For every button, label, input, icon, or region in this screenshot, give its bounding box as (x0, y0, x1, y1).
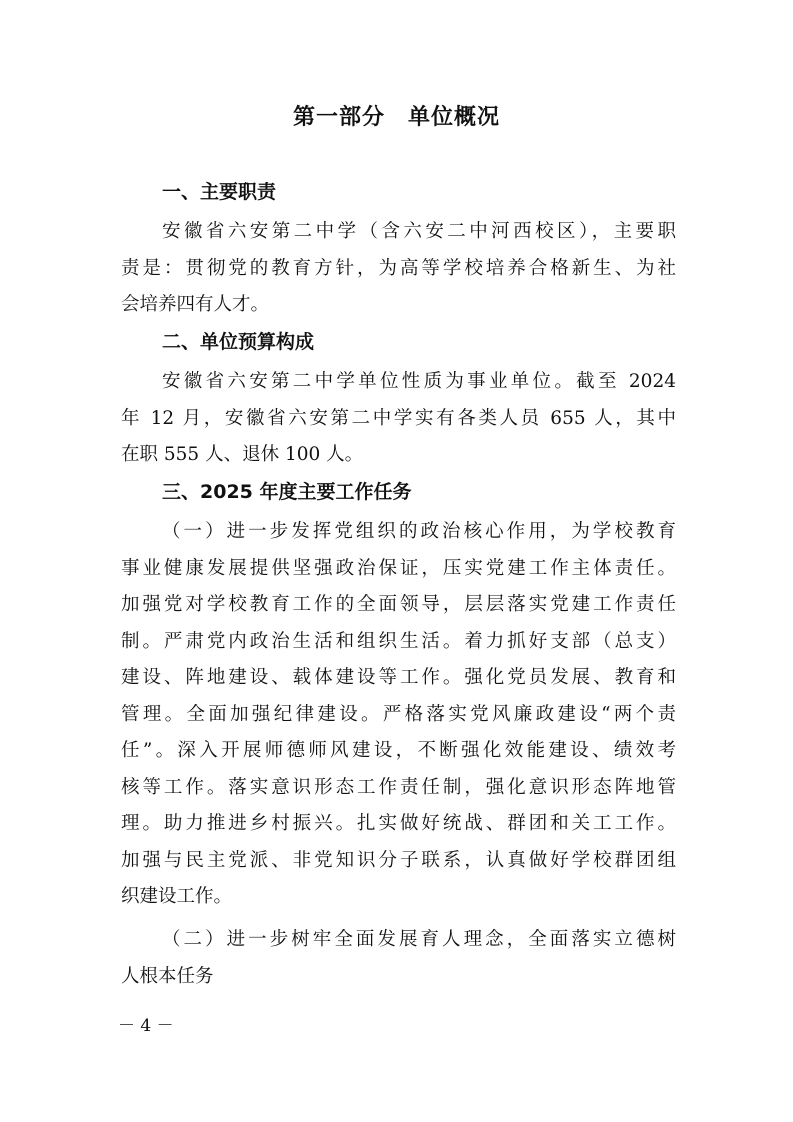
paragraph-budget-structure (121, 364, 676, 474)
text-line: 安徽省六安第二中学单位性质为事业单位。截至 2024 (162, 371, 676, 392)
paragraph-duties (121, 214, 676, 324)
text-line: 任”。深入开展师德师风建设，不断强化效能建设、绩效考 (121, 740, 676, 761)
text-line: （二）进一步树牢全面发展育人理念，全面落实立德树 (162, 929, 676, 950)
text-line: 核等工作。落实意识形态工作责任制，强化意识形态阵地管 (121, 776, 676, 798)
text-line: 安徽省六安第二中学（含六安二中河西校区），主要职 (162, 221, 676, 242)
text-line: 管理。全面加强纪律建设。严格落实党风廉政建设“两个责 (121, 703, 676, 725)
text-line: 加强党对学校教育工作的全面领导，层层落实党建工作责任 (121, 594, 676, 615)
text-line: 制。严肃党内政治生活和组织生活。着力抓好支部（总支） (121, 630, 676, 652)
page-title: 第一部分 单位概况 (292, 105, 500, 130)
paragraph-task-one (121, 514, 676, 916)
page-number: － 4 － (118, 1016, 174, 1036)
text-line: 会培养四有人才。 (121, 294, 270, 315)
text-line: 理。助力推进乡村振兴。扎实做好统战、群团和关工工作。 (121, 813, 676, 834)
text-line: 人根本任务 (121, 965, 214, 987)
text-line: 责是：贯彻党的教育方针，为高等学校培养合格新生、为社 (121, 257, 676, 279)
text-line: 建设、阵地建设、载体建设等工作。强化党员发展、教育和 (121, 667, 676, 688)
text-line: 年 12 月，安徽省六安第二中学实有各类人员 655 人，其中 (121, 407, 676, 429)
paragraph-task-two (121, 922, 676, 995)
text-line: 加强与民主党派、非党知识分子联系，认真做好学校群团组 (121, 849, 676, 871)
section-heading-duties: 一、主要职责 (162, 181, 277, 203)
section-heading-budget-structure: 二、单位预算构成 (162, 331, 315, 353)
text-line: 事业健康发展提供坚强政治保证，压实党建工作主体责任。 (121, 557, 676, 579)
section-heading-work-tasks: 三、2025 年度主要工作任务 (162, 481, 412, 503)
text-line: 织建设工作。 (121, 886, 233, 907)
text-line: （一）进一步发挥党组织的政治核心作用，为学校教育 (162, 521, 676, 542)
text-line: 在职 555 人、退休 100 人。 (121, 444, 364, 465)
